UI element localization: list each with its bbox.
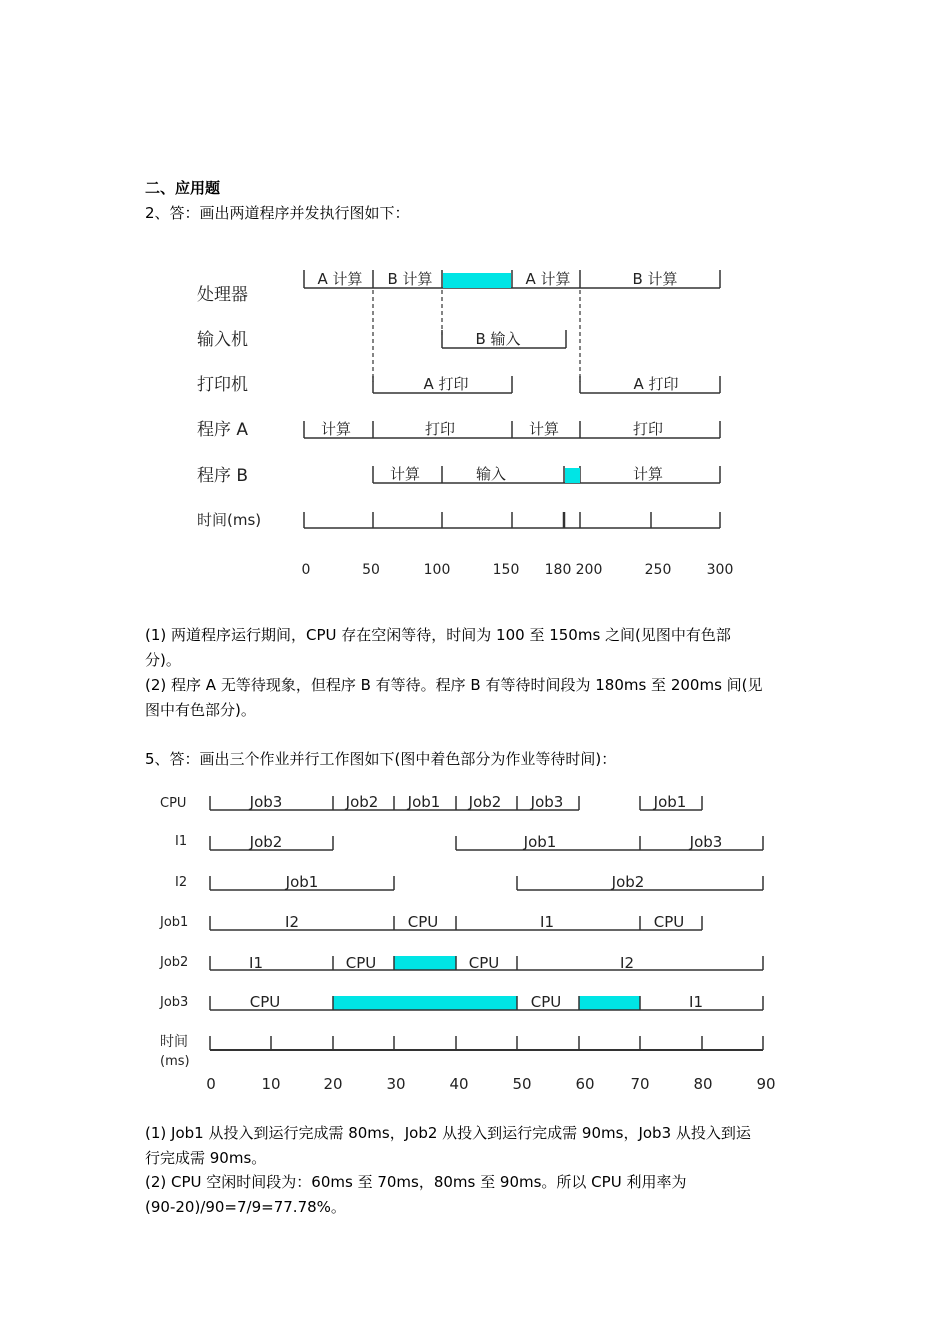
q2-answer2-line1: (2) 程序 A 无等待现象，但程序 B 有等待。程序 B 有等待时间段为 180ms 至 200ms 间(见 [145,676,763,694]
row-label-time: 时间(ms) [197,511,262,529]
seg-label: I1 [249,954,263,972]
tick-label: 0 [206,1075,216,1093]
row-label-job2: Job2 [160,955,189,970]
tick-label: 30 [386,1075,406,1093]
seg-label: Job1 [407,793,441,811]
row-label-i1: I1 [175,834,188,849]
tick-label: 70 [630,1075,650,1093]
seg-label: CPU [468,954,500,972]
job3-wait-highlight-1 [333,996,517,1010]
seg-label: B 输入 [475,330,521,348]
seg-label: B 计算 [387,270,433,288]
seg-label: A 计算 [317,270,363,288]
row-label-progB: 程序 B [197,466,249,486]
tick-label: 20 [323,1075,343,1093]
seg-label: A 打印 [423,375,469,393]
seg-label: Job3 [249,793,283,811]
seg-label: 计算 [389,465,421,483]
tick-label: 180 [544,562,572,578]
q5-diagram [0,780,950,1100]
cpu-idle-highlight [443,273,511,288]
q5-answer1-line1: (1) Job1 从投入到运行完成需 80ms，Job2 从投入到运行完成需 90ms，Job3 从投入到运 [145,1124,751,1142]
seg-label: Job1 [285,873,319,891]
q2-answer1-line2: 分)。 [145,651,181,669]
tick-label: 50 [362,562,380,578]
tick-label: 60 [575,1075,595,1093]
tick-label: 200 [575,562,603,578]
seg-label: Job2 [611,873,645,891]
seg-label: I1 [689,993,703,1011]
q2-intro: 2、答：画出两道程序并发执行图如下： [145,204,410,222]
tick-label: 40 [449,1075,469,1093]
q5-answer2-line2: (90-20)/90=7/9=77.78%。 [145,1198,346,1216]
tick-label: 150 [492,562,520,578]
tick-label: 300 [706,562,734,578]
job3-wait-highlight-2 [579,996,640,1010]
q5-intro: 5、答：画出三个作业并行工作图如下(图中着色部分为作业等待时间)： [145,750,617,768]
row-label-cpu: 处理器 [197,285,248,305]
seg-label: Job2 [468,793,502,811]
seg-label: I1 [540,913,554,931]
row-label-printer: 打印机 [197,375,248,395]
seg-label: A 打印 [633,375,679,393]
seg-label: Job3 [530,793,564,811]
q2-answer1-line1: (1) 两道程序运行期间，CPU 存在空闲等待，时间为 100 至 150ms 之间(见图中有色部 [145,626,731,644]
tick-label: 10 [261,1075,281,1093]
row-label-input: 输入机 [197,330,248,350]
seg-label: Job2 [345,793,379,811]
job2-wait-highlight [394,956,456,970]
seg-label: CPU [345,954,377,972]
q2-diagram [0,0,950,600]
seg-label: 计算 [528,420,560,438]
section-title: 二、应用题 [145,179,221,197]
row-label-i2: I2 [175,875,188,890]
seg-label: 打印 [632,420,664,438]
row-label-job3: Job3 [160,995,189,1010]
row-label-progA: 程序 A [197,420,249,440]
seg-label: 计算 [632,465,664,483]
seg-label: CPU [653,913,685,931]
tick-label: 90 [756,1075,776,1093]
seg-label: CPU [407,913,439,931]
row-label-job1: Job1 [160,915,189,930]
seg-label: A 计算 [525,270,571,288]
q5-answer2-line1: (2) CPU 空闲时间段为：60ms 至 70ms，80ms 至 90ms。所以 CPU 利用率为 [145,1173,687,1191]
seg-label: 输入 [475,465,507,483]
tick-label: 80 [693,1075,713,1093]
tick-label: 50 [512,1075,532,1093]
row-label-time: 时间 [160,1034,188,1050]
q2-answer2-line2: 图中有色部分)。 [145,701,256,719]
seg-label: CPU [249,993,281,1011]
row-label-cpu: CPU [160,796,187,811]
row-label-ms: (ms) [160,1054,190,1069]
tick-label: 250 [644,562,672,578]
seg-label: 打印 [424,420,456,438]
seg-label: I2 [620,954,634,972]
seg-label: Job2 [249,833,283,851]
seg-label: Job3 [689,833,723,851]
seg-label: Job1 [523,833,557,851]
tick-label: 0 [301,562,311,578]
seg-label: CPU [530,993,562,1011]
seg-label: Job1 [653,793,687,811]
seg-label: 计算 [320,420,352,438]
seg-label: B 计算 [632,270,678,288]
seg-label: I2 [285,913,299,931]
tick-label: 100 [423,562,451,578]
progB-wait-highlight [565,468,580,483]
q5-answer1-line2: 行完成需 90ms。 [145,1149,267,1167]
